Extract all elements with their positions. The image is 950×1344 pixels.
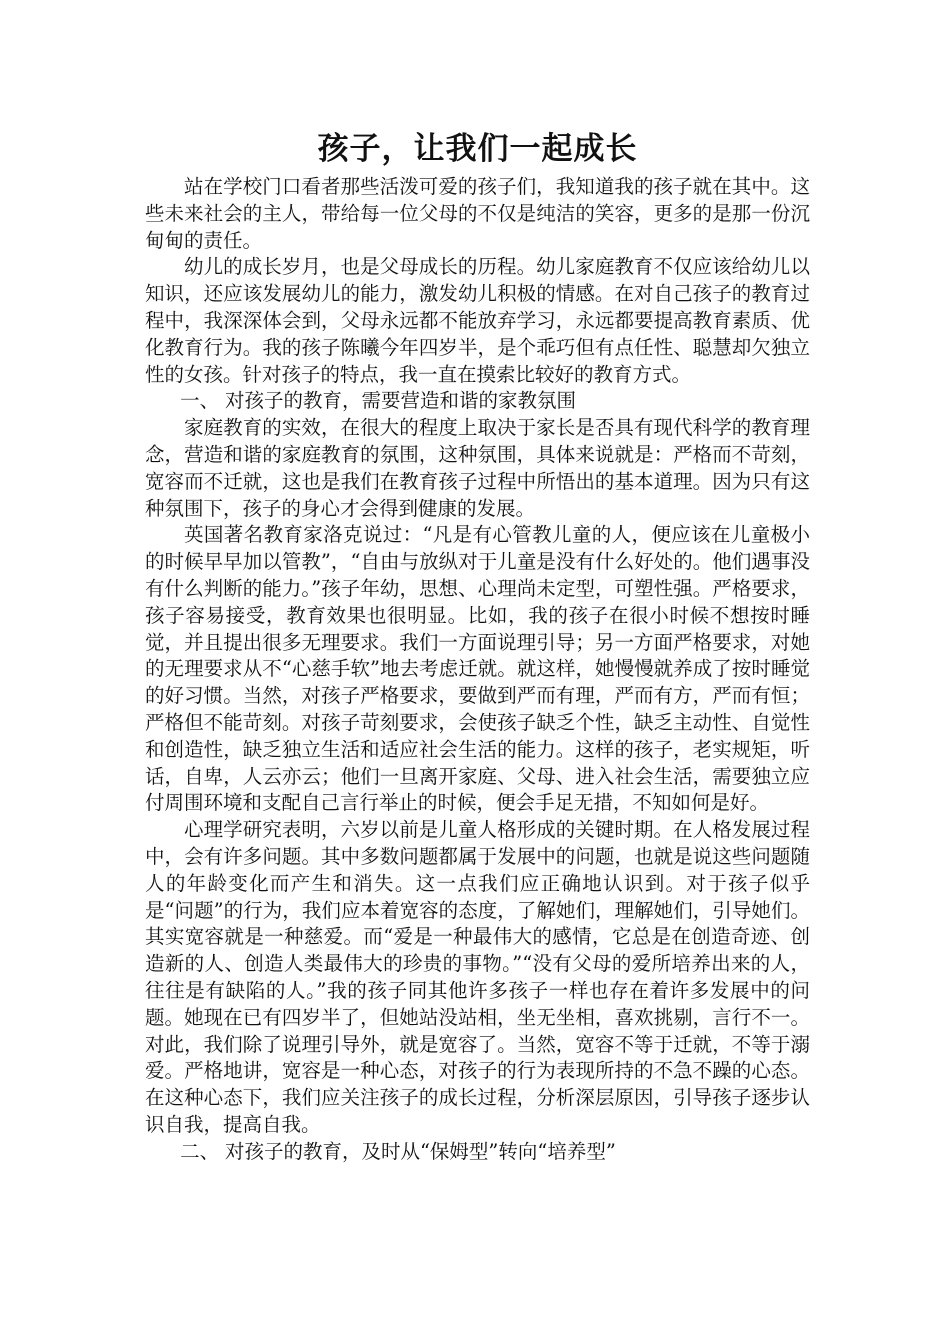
section-heading-2 — [145, 1139, 810, 1166]
section-number-2: 二、 — [180, 1139, 220, 1163]
document-title: 孩子，让我们一起成长 — [317, 131, 638, 167]
paragraph-intro: 站在学校门口看者那些活泼可爱的孩子们，我知道我的孩子就在其中。这些未来社会的主人，带给每一位父母的不仅是纯洁的笑容，更多的是那一份沉甸甸的责任。 — [145, 175, 810, 252]
paragraph-locke-quote: 英国著名教育家洛克说过：“凡是有心管教儿童的人，便应该在儿童极小的时候早早加以管教”，“自由与放纵对于儿童是没有什么好处的。他们遇事没有什么判断的能力。”孩子年幼，思想、心理尚未定型，可塑性强。严格要求，孩子容易接受，教育效果也很明显。比如，我的孩子在很小时候不想按时睡觉，并且提出很多无理要求。我们一方面说理引导；另一方面严格要求，对她的无理要求从不“心慈手软”地去考虑迁就。就这样，她慢慢就养成了按时睡觉的好习惯。当然，对孩子严格要求，要做到严而有理，严而有方，严而有恒；严格但不能苛刻。对孩子苛刻要求，会使孩子缺乏个性，缺乏主动性、自觉性和创造性，缺乏独立生活和适应社会生活的能力。这样的孩子，老实规矩，听话，自卑，人云亦云；他们一旦离开家庭、父母、进入社会生活，需要独立应付周围环境和支配自己言行举止的时候，便会手足无措，不知如何是好。 — [145, 523, 810, 815]
section-title-2: 对孩子的教育，及时从“保姆型”转向“培养型” — [224, 1139, 616, 1163]
paragraph-family-education: 家庭教育的实效，在很大的程度上取决于家长是否具有现代科学的教育理念，营造和谐的家庭教育的氛围，这种氛围，具体来说就是：严格而不苛刻，宽容而不迁就，这也是我们在教育孩子过程中所悟出的基本道理。因为只有这种氛围下，孩子的身心才会得到健康的发展。 — [145, 416, 810, 520]
section-heading-1 — [145, 388, 810, 415]
section-number-1: 一、 — [180, 389, 220, 413]
paragraph-psychology: 心理学研究表明，六岁以前是儿童人格形成的关键时期。在人格发展过程中，会有许多问题。其中多数问题都属于发展中的问题，也就是说这些问题随人的年龄变化而产生和消失。这一点我们应正确地认识到。对于孩子似乎是“问题”的行为，我们应本着宽容的态度，了解她们，理解她们，引导她们。其实宽容就是一种慈爱。而“爱是一种最伟大的感情，它总是在创造奇迹、创造新的人、创造人类最伟大的珍贵的事物。”“没有父母的爱所培养出来的人，往往是有缺陷的人。”我的孩子同其他许多孩子一样也存在着许多发展中的问题。她现在已有四岁半了，但她站没站相，坐无坐相，喜欢挑剔，言行不一。对此，我们除了说理引导外，就是宽容了。当然，宽容不等于迁就，不等于溺爱。严格地讲，宽容是一种心态，对孩子的行为表现所持的不急不躁的心态。在这种心态下，我们应关注孩子的成长过程，分析深层原因，引导孩子逐步认识自我，提高自我。 — [145, 818, 810, 1136]
document-page — [145, 128, 810, 1165]
paragraph-growth: 幼儿的成长岁月，也是父母成长的历程。幼儿家庭教育不仅应该给幼儿以知识，还应该发展幼儿的能力，激发幼儿积极的情感。在对自己孩子的教育过程中，我深深体会到，父母永远都不能放弃学习，永远都要提高教育素质、优化教育行为。我的孩子陈曦今年四岁半，是个乖巧但有点任性、聪慧却欠独立性的女孩。针对孩子的特点，我一直在摸索比较好的教育方式。 — [145, 255, 810, 386]
section-title-1: 对孩子的教育，需要营造和谐的家教氛围 — [224, 389, 576, 413]
